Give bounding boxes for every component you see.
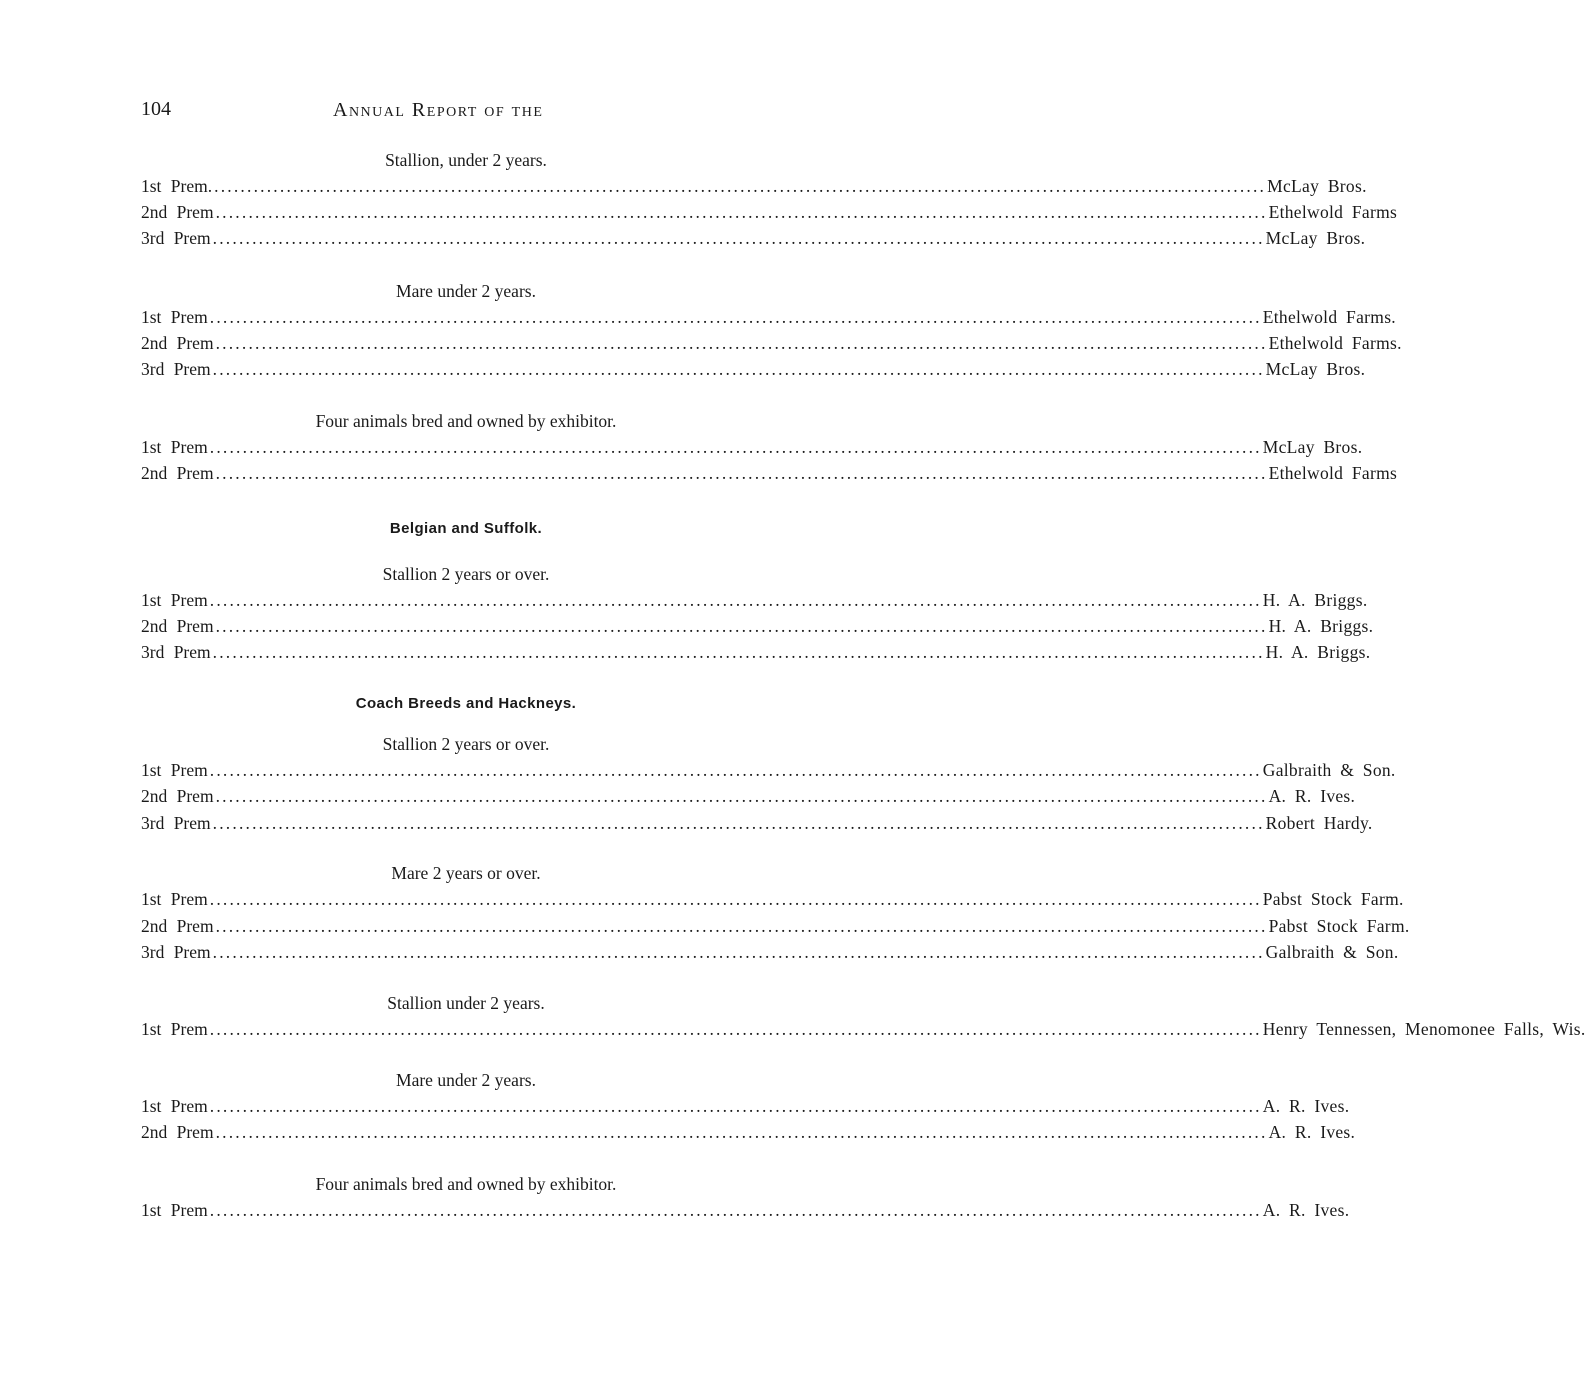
dot-leader: ................................................................................................................................................................: [215, 333, 1268, 353]
premium-label: 3rd Prem: [141, 942, 211, 962]
premium-winner: Ethelwold Farms: [1268, 463, 1398, 483]
premium-entry: [141, 359, 1366, 383]
premium-label: 1st Prem: [141, 1096, 208, 1116]
premium-entry: [141, 463, 1398, 487]
premium-label: 1st Prem: [141, 760, 208, 780]
premium-entry: [141, 333, 1402, 357]
dot-leader: ................................................................................................................................................................: [215, 786, 1268, 806]
class-caption: Four animals bred and owned by exhibitor.: [315, 1174, 617, 1194]
premium-label: 2nd Prem: [141, 333, 214, 353]
dot-leader: ................................................................................................................................................................: [215, 202, 1268, 222]
dot-leader: ................................................................................................................................................................: [212, 942, 1265, 962]
breed-heading: Belgian and Suffolk.: [389, 520, 543, 537]
dot-leader: ................................................................................................................................................................: [209, 307, 1262, 327]
class-caption: Stallion, under 2 years.: [385, 150, 547, 170]
premium-entry: [141, 942, 1399, 966]
dot-leader: ................................................................................................................................................................: [212, 359, 1265, 379]
premium-entry: [141, 1200, 1350, 1224]
premium-winner: Ethelwold Farms.: [1268, 333, 1402, 353]
dot-leader: ................................................................................................................................................................: [209, 1096, 1262, 1116]
premium-entry: [141, 590, 1368, 614]
premium-entry: [141, 1122, 1356, 1146]
premium-winner: McLay Bros.: [1262, 437, 1363, 457]
premium-winner: Ethelwold Farms: [1268, 202, 1398, 222]
premium-winner: McLay Bros.: [1265, 228, 1366, 248]
premium-entry: [141, 642, 1371, 666]
premium-winner: Ethelwold Farms.: [1262, 307, 1396, 327]
premium-winner: Pabst Stock Farm.: [1268, 916, 1410, 936]
premium-label: 1st Prem: [141, 590, 208, 610]
premium-winner: Pabst Stock Farm.: [1262, 889, 1404, 909]
dot-leader: ................................................................................................................................................................: [212, 642, 1265, 662]
premium-winner: H. A. Briggs.: [1268, 616, 1374, 636]
premium-winner: A. R. Ives.: [1262, 1200, 1350, 1220]
dot-leader: ................................................................................................................................................................: [215, 1122, 1268, 1142]
premium-label: 1st Prem: [141, 1200, 208, 1220]
premium-label: 1st Prem: [141, 307, 208, 327]
running-title: Annual Report of the: [333, 99, 544, 121]
premium-label: 1st Prem: [141, 889, 208, 909]
premium-entry: [141, 813, 1373, 837]
class-caption: Mare under 2 years.: [396, 1070, 536, 1090]
class-caption: Mare under 2 years.: [396, 281, 536, 301]
premium-label: 2nd Prem: [141, 463, 214, 483]
premium-entry: [141, 760, 1396, 784]
premium-label: 1st Prem.: [141, 176, 213, 196]
premium-winner: H. A. Briggs.: [1265, 642, 1371, 662]
premium-label: 2nd Prem: [141, 202, 214, 222]
premium-label: 1st Prem: [141, 437, 208, 457]
premium-entry: [141, 307, 1396, 331]
dot-leader: ................................................................................................................................................................: [212, 228, 1265, 248]
dot-leader: ................................................................................................................................................................: [215, 616, 1268, 636]
class-caption: Stallion 2 years or over.: [382, 564, 550, 584]
premium-entry: [141, 437, 1363, 461]
premium-label: 2nd Prem: [141, 616, 214, 636]
premium-label: 3rd Prem: [141, 359, 211, 379]
premium-label: 2nd Prem: [141, 1122, 214, 1142]
class-caption: Stallion 2 years or over.: [382, 734, 550, 754]
class-caption: Four animals bred and owned by exhibitor.: [315, 411, 617, 431]
premium-entry: [141, 916, 1410, 940]
premium-winner: Robert Hardy.: [1265, 813, 1373, 833]
premium-label: 3rd Prem: [141, 813, 211, 833]
premium-label: 2nd Prem: [141, 786, 214, 806]
premium-label: 3rd Prem: [141, 228, 211, 248]
premium-winner: Galbraith & Son.: [1262, 760, 1396, 780]
dot-leader: ................................................................................................................................................................: [212, 813, 1265, 833]
dot-leader: ................................................................................................................................................................: [209, 889, 1262, 909]
premium-winner: Henry Tennessen, Menomonee Falls, Wis.: [1262, 1019, 1586, 1039]
premium-winner: Galbraith & Son.: [1265, 942, 1399, 962]
premium-entry: [141, 202, 1398, 226]
premium-winner: H. A. Briggs.: [1262, 590, 1368, 610]
premium-entry: [141, 228, 1366, 252]
dot-leader: ................................................................................................................................................................: [209, 437, 1262, 457]
premium-entry: [141, 616, 1374, 640]
premium-label: 2nd Prem: [141, 916, 214, 936]
premium-winner: McLay Bros.: [1267, 176, 1367, 196]
premium-entry: [141, 786, 1356, 810]
premium-label: 1st Prem: [141, 1019, 208, 1039]
breed-heading: Coach Breeds and Hackneys.: [355, 695, 577, 712]
premium-entry: [141, 1096, 1350, 1120]
premium-label: 3rd Prem: [141, 642, 211, 662]
dot-leader: ................................................................................................................................................................: [215, 916, 1268, 936]
premium-entry: [141, 1019, 1586, 1043]
dot-leader: ................................................................................................................................................................: [209, 1200, 1262, 1220]
class-caption: Mare 2 years or over.: [391, 863, 541, 883]
dot-leader: ................................................................................................................................................................: [209, 760, 1262, 780]
class-caption: Stallion under 2 years.: [387, 993, 545, 1013]
premium-entry: [141, 889, 1404, 913]
premium-winner: McLay Bros.: [1265, 359, 1366, 379]
premium-entry: [141, 176, 1367, 200]
dot-leader: ................................................................................................................................................................: [214, 176, 1267, 196]
dot-leader: ................................................................................................................................................................: [209, 1019, 1262, 1039]
premium-winner: A. R. Ives.: [1268, 786, 1356, 806]
page-number: 104: [141, 98, 171, 120]
dot-leader: ................................................................................................................................................................: [209, 590, 1262, 610]
premium-winner: A. R. Ives.: [1268, 1122, 1356, 1142]
dot-leader: ................................................................................................................................................................: [215, 463, 1268, 483]
premium-winner: A. R. Ives.: [1262, 1096, 1350, 1116]
